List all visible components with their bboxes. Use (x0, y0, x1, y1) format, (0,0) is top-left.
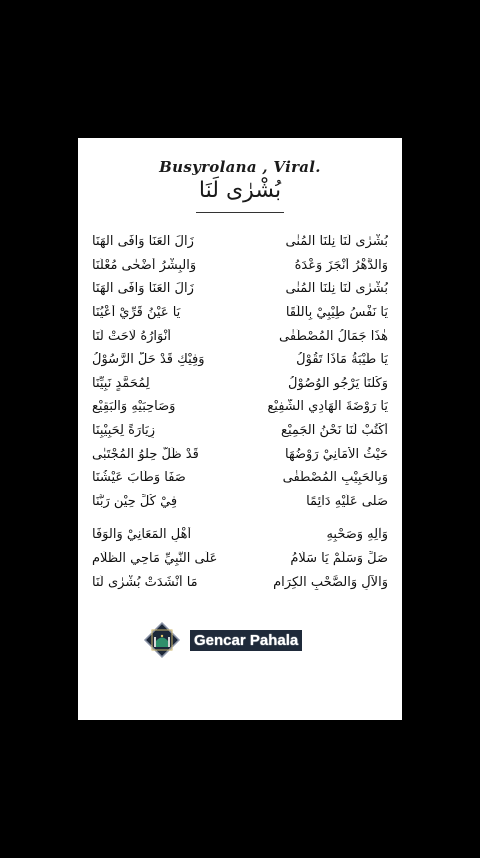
verse-line (92, 324, 388, 348)
verse-second-half: وَصَاحِبَيْهِ وَالْبَقِيْعِ (92, 399, 176, 415)
channel-watermark (142, 620, 302, 660)
verse-line (92, 523, 388, 547)
verse-first-half: وَآلِهِ وَصَحْبِهِ (326, 527, 388, 543)
verse-second-half: فِيْ كُلِّ حِيْنٍ رَبُّنَا (92, 493, 178, 509)
verse-second-half: زِيَارَةً لِحَبِيْبِنَا (92, 423, 156, 439)
verse-line (92, 301, 388, 325)
title-latin: Busyrolana , Viral. (159, 158, 321, 176)
verse-first-half: أَكْتُبْ لَنَا نَحْنُ الْجَمِيْعِ (281, 423, 388, 439)
verse-first-half: حَيْثُ الْأَمَانِيْ رَوْضُهَا (285, 446, 388, 462)
verse-line (92, 442, 388, 466)
title-underline (196, 212, 284, 213)
mosque-emblem-icon (142, 620, 182, 660)
verse-line (92, 419, 388, 443)
verse-second-half: صَفَا وَطَابَ عَيْشُنَا (92, 470, 186, 486)
verse-second-half: أَنْوَارُهُ لَاحَتْ لَنَا (92, 328, 171, 344)
verse-line (92, 277, 388, 301)
verse-second-half: زَالَ الْعَنَا وَافَى الْهَنَا (92, 234, 194, 250)
verse-second-half: مَا أَنْشَدَتْ بُشْرٰى لَنَا (92, 574, 198, 590)
verse-second-half: قَدْ ظَلَّ حِلْوُ الْمُجْتَبٰى (92, 446, 199, 462)
title-arabic: بُشْرٰى لَنَا (198, 178, 282, 203)
verse-second-half: أَهْلِ الْمَعَانِيْ وَالْوَفَا (92, 527, 192, 543)
verse-first-half: بُشْرٰى لَنَا نِلْنَا الْمُنٰى (285, 281, 388, 297)
lyrics-sheet (78, 138, 402, 720)
verse-list (92, 230, 388, 594)
verse-first-half: وَكُلُّنَا يَرْجُو الْوُصُوْلُ (288, 375, 388, 391)
verse-line (92, 230, 388, 254)
verse-first-half: صَلِّ وَسَلِّمْ يَا سَلَامُ (290, 551, 388, 567)
verse-second-half: يَا عَيْنُ قَرِّيْ أَعْيُنَا (92, 305, 181, 321)
verse-line (92, 490, 388, 514)
verse-second-half: لِمُحَمَّدٍ نَبِيِّنَا (92, 375, 150, 391)
verse-first-half: هٰذَا جَمَالُ الْمُصْطَفٰى (279, 328, 388, 344)
verse-line (92, 547, 388, 571)
verse-first-half: يَا طَيْبَةُ مَاذَا تَقُوْلُ (296, 352, 388, 368)
verse-first-half: وَالْآلِ وَالصَّحْبِ الْكِرَامِ (273, 574, 388, 590)
verse-first-half: يَا نَفْسُ طِيْبِيْ بِاللِّقَا (285, 305, 388, 321)
channel-name: Gencar Pahala (190, 630, 302, 651)
verse-line (92, 372, 388, 396)
stanza-gap (92, 513, 388, 523)
verse-first-half: وَبِالْحَبِيْبِ الْمُصْطَفٰى (282, 470, 388, 486)
verse-second-half: عَلَى النَّبِيِّ مَاحِي الظَّلَامِ (92, 551, 218, 567)
verse-line (92, 570, 388, 594)
verse-second-half: وَفِيْكِ قَدْ حَلَّ الرَّسُوْلُ (92, 352, 205, 368)
verse-first-half: وَالدَّهْرُ أَنْجَزَ وَعْدَهُ (294, 257, 388, 273)
verse-line (92, 466, 388, 490)
verse-line (92, 254, 388, 278)
verse-second-half: زَالَ الْعَنَا وَافَى الْهَنَا (92, 281, 194, 297)
verse-first-half: بُشْرٰى لَنَا نِلْنَا الْمُنٰى (285, 234, 388, 250)
verse-second-half: وَالْبِشْرُ أَضْحٰى مُعْلَنَا (92, 257, 197, 273)
verse-first-half: يَا رَوْضَةَ الْهَادِي الشَّفِيْعِ (267, 399, 388, 415)
verse-first-half: صَلَّى عَلَيْهِ دَائِمًا (306, 493, 388, 509)
verse-line (92, 395, 388, 419)
verse-line (92, 348, 388, 372)
